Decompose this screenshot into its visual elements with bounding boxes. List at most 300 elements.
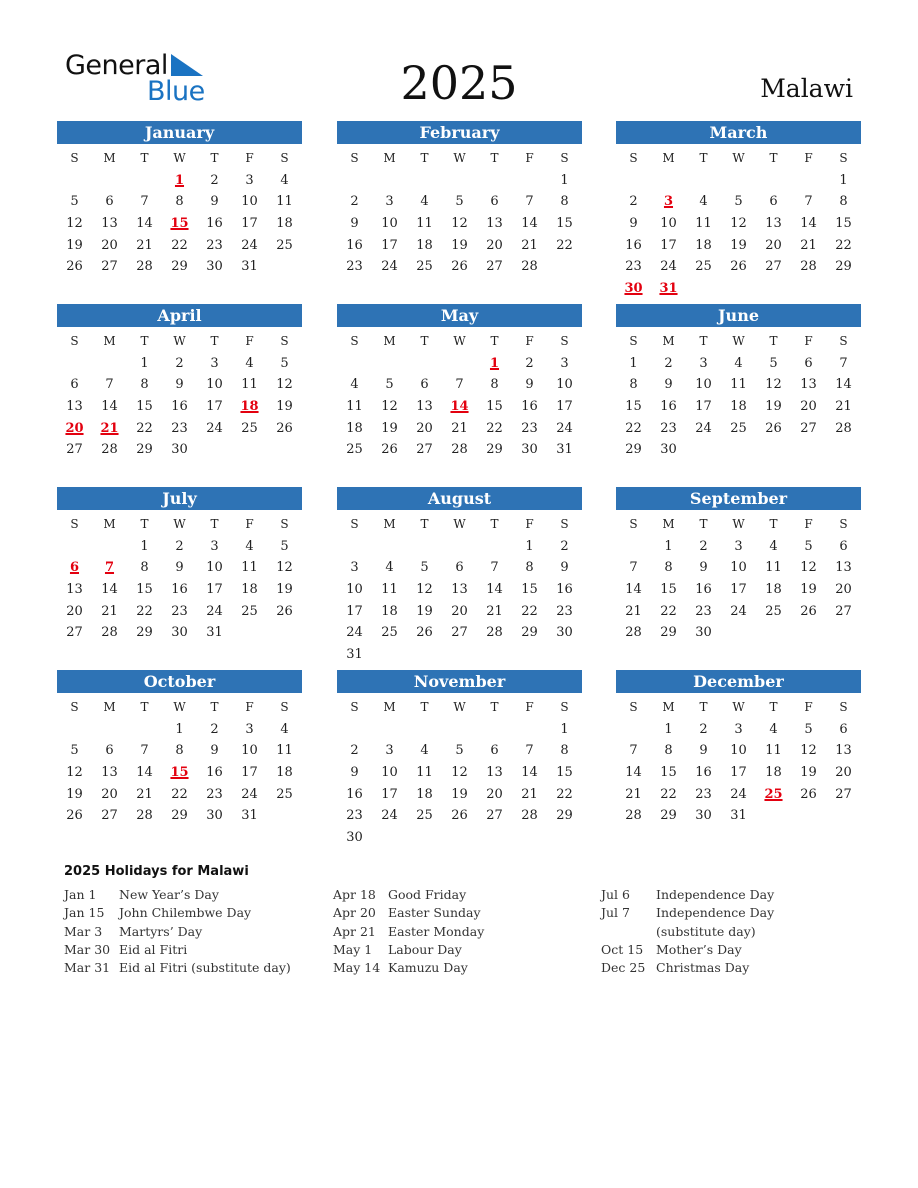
date-cell: 21: [800, 237, 817, 253]
holiday-date: 1: [489, 355, 500, 371]
date-cell: 13: [66, 582, 83, 598]
date-cell: 2: [350, 194, 359, 210]
date-cell: 12: [451, 765, 468, 781]
holiday-name: Eid al Fitri (substitute day): [119, 960, 291, 976]
date-cell: 17: [206, 582, 223, 598]
date-cell: 6: [839, 538, 848, 554]
date-cell: 11: [765, 743, 782, 759]
weekday-label: S: [70, 334, 79, 348]
date-cell: 29: [486, 442, 503, 458]
empty-cell: [372, 170, 407, 192]
date-cell: 20: [835, 582, 852, 598]
holiday-date: 30: [624, 281, 643, 297]
date-cell: 3: [245, 721, 254, 737]
date-cell: 4: [280, 172, 289, 188]
date-cell: 25: [276, 786, 293, 802]
date-cell: 25: [730, 420, 747, 436]
date-cell: 10: [206, 377, 223, 393]
date-cell: 7: [140, 194, 149, 210]
date-cell: 28: [101, 625, 118, 641]
date-cell: 26: [381, 442, 398, 458]
date-cell: 4: [245, 355, 254, 371]
date-cell: 11: [276, 743, 293, 759]
empty-cell: [477, 170, 512, 192]
weekday-label: S: [350, 151, 359, 165]
weekday-label: S: [70, 700, 79, 714]
holiday-name: Easter Sunday: [388, 905, 481, 921]
holiday-date-label: Apr 18: [333, 887, 376, 902]
holiday-date-label: Jul 6: [601, 887, 630, 902]
date-cell: 15: [486, 399, 503, 415]
date-cell: 12: [800, 560, 817, 576]
date-cell: 29: [171, 808, 188, 824]
date-cell: 26: [451, 259, 468, 275]
month-header: February: [337, 121, 582, 144]
weekday-label: M: [383, 334, 396, 348]
date-cell: 18: [381, 603, 398, 619]
date-cell: 29: [660, 625, 677, 641]
date-cell: 27: [765, 259, 782, 275]
weekday-label: S: [629, 151, 638, 165]
date-cell: 15: [556, 765, 573, 781]
date-cell: 11: [276, 194, 293, 210]
weekday-label: W: [173, 700, 186, 714]
date-cell: 17: [381, 786, 398, 802]
date-cell: 5: [280, 355, 289, 371]
date-cell: 27: [66, 442, 83, 458]
empty-cell: [512, 170, 547, 192]
date-cell: 9: [210, 743, 219, 759]
date-cell: 13: [101, 216, 118, 232]
date-cell: 8: [140, 377, 149, 393]
weekday-label: T: [699, 151, 708, 165]
holiday-row: [333, 904, 593, 922]
date-cell: 29: [136, 442, 153, 458]
date-cell: 3: [210, 538, 219, 554]
date-cell: 10: [695, 377, 712, 393]
logo-word-blue: Blue: [147, 76, 205, 107]
date-cell: 30: [695, 808, 712, 824]
date-cell: 8: [664, 743, 673, 759]
month-may: [337, 304, 582, 461]
date-cell: 29: [660, 808, 677, 824]
date-cell: 1: [140, 355, 149, 371]
date-cell: 1: [664, 538, 673, 554]
date-cell: 25: [276, 237, 293, 253]
holiday-row: [601, 959, 841, 977]
date-cell: 17: [241, 216, 258, 232]
date-cell: 9: [699, 560, 708, 576]
date-cell: 16: [625, 237, 642, 253]
date-cell: 10: [241, 194, 258, 210]
empty-cell: [651, 170, 686, 192]
date-cell: 26: [765, 420, 782, 436]
empty-cell: [477, 536, 512, 558]
weekday-label: M: [662, 517, 675, 531]
date-cell: 25: [381, 625, 398, 641]
date-cell: 11: [241, 560, 258, 576]
date-cell: 10: [730, 743, 747, 759]
date-cell: 1: [560, 721, 569, 737]
date-cell: 13: [486, 216, 503, 232]
date-cell: 15: [136, 582, 153, 598]
date-cell: 20: [835, 765, 852, 781]
holiday-row: [601, 886, 841, 904]
month-header: May: [337, 304, 582, 327]
empty-cell: [337, 353, 372, 375]
date-cell: 14: [486, 582, 503, 598]
date-cell: 21: [521, 237, 538, 253]
date-cell: 23: [171, 603, 188, 619]
holiday-name: Christmas Day: [656, 960, 750, 976]
date-cell: 28: [800, 259, 817, 275]
holiday-row: [64, 923, 324, 941]
date-cell: 8: [525, 560, 534, 576]
weekday-label: T: [490, 334, 499, 348]
empty-cell: [477, 719, 512, 741]
date-cell: 3: [385, 194, 394, 210]
holiday-date: 15: [170, 216, 189, 232]
date-cell: 24: [660, 259, 677, 275]
date-cell: 6: [105, 743, 114, 759]
date-cell: 21: [486, 603, 503, 619]
date-cell: 29: [835, 259, 852, 275]
weekday-label: S: [560, 700, 569, 714]
date-cell: 22: [660, 603, 677, 619]
date-cell: 9: [350, 765, 359, 781]
weekday-label: T: [699, 517, 708, 531]
date-cell: 24: [206, 603, 223, 619]
weekday-label: W: [732, 151, 745, 165]
date-cell: 19: [276, 399, 293, 415]
date-cell: 2: [699, 721, 708, 737]
weekday-label: T: [769, 517, 778, 531]
date-cell: 11: [730, 377, 747, 393]
date-cell: 14: [136, 765, 153, 781]
weekday-label: F: [245, 334, 254, 348]
date-cell: 26: [451, 808, 468, 824]
date-cell: 3: [350, 560, 359, 576]
holiday-name: Good Friday: [388, 887, 467, 902]
holiday-date-label: Mar 30: [64, 941, 111, 957]
date-cell: 28: [136, 259, 153, 275]
date-cell: 23: [346, 259, 363, 275]
date-cell: 6: [804, 355, 813, 371]
date-cell: 17: [346, 603, 363, 619]
date-cell: 28: [136, 808, 153, 824]
empty-cell: [127, 170, 162, 192]
date-cell: 6: [70, 377, 79, 393]
date-cell: 20: [486, 237, 503, 253]
weekday-label: W: [453, 517, 466, 531]
date-cell: 15: [660, 765, 677, 781]
date-cell: 17: [730, 765, 747, 781]
date-cell: 1: [525, 538, 534, 554]
weekday-label: S: [350, 517, 359, 531]
holiday-date-label: Jan 15: [64, 905, 105, 921]
weekday-label: F: [245, 517, 254, 531]
empty-cell: [442, 719, 477, 741]
date-cell: 6: [105, 194, 114, 210]
date-cell: 11: [346, 399, 363, 415]
empty-cell: [686, 170, 721, 192]
date-cell: 7: [525, 194, 534, 210]
date-cell: 8: [175, 194, 184, 210]
month-header: July: [57, 487, 302, 510]
date-cell: 11: [765, 560, 782, 576]
date-cell: 14: [136, 216, 153, 232]
date-cell: 1: [629, 355, 638, 371]
date-cell: 30: [171, 625, 188, 641]
month-header: November: [337, 670, 582, 693]
weekday-label: F: [804, 151, 813, 165]
date-cell: 13: [451, 582, 468, 598]
date-cell: 28: [835, 420, 852, 436]
date-cell: 6: [420, 377, 429, 393]
date-cell: 25: [416, 259, 433, 275]
date-cell: 22: [486, 420, 503, 436]
date-cell: 5: [70, 194, 79, 210]
date-cell: 30: [206, 808, 223, 824]
empty-cell: [372, 719, 407, 741]
month-header: April: [57, 304, 302, 327]
weekday-label: W: [732, 700, 745, 714]
date-cell: 25: [241, 603, 258, 619]
empty-cell: [372, 353, 407, 375]
date-cell: 26: [800, 603, 817, 619]
month-header: October: [57, 670, 302, 693]
date-cell: 17: [730, 582, 747, 598]
date-cell: 18: [276, 216, 293, 232]
date-cell: 3: [734, 538, 743, 554]
date-cell: 20: [416, 420, 433, 436]
date-cell: 13: [800, 377, 817, 393]
holiday-row: [333, 941, 593, 959]
holiday-date-label: Dec 25: [601, 960, 646, 976]
holiday-date: 31: [659, 281, 678, 297]
holiday-column: [64, 886, 324, 977]
date-cell: 7: [839, 355, 848, 371]
date-cell: 10: [346, 582, 363, 598]
date-cell: 13: [66, 399, 83, 415]
empty-cell: [372, 536, 407, 558]
date-cell: 17: [556, 399, 573, 415]
month-december: [616, 670, 861, 827]
date-cell: 16: [171, 582, 188, 598]
date-cell: 15: [556, 216, 573, 232]
date-cell: 26: [730, 259, 747, 275]
date-cell: 24: [241, 237, 258, 253]
date-cell: 26: [276, 420, 293, 436]
holiday-name: John Chilembwe Day: [119, 905, 252, 921]
date-cell: 19: [730, 237, 747, 253]
date-cell: 3: [210, 355, 219, 371]
date-cell: 21: [451, 420, 468, 436]
date-cell: 22: [136, 603, 153, 619]
date-cell: 31: [346, 647, 363, 663]
weekday-label: S: [280, 151, 289, 165]
date-cell: 2: [350, 743, 359, 759]
date-cell: 5: [804, 721, 813, 737]
empty-cell: [442, 536, 477, 558]
date-cell: 3: [734, 721, 743, 737]
weekday-label: M: [662, 700, 675, 714]
date-cell: 26: [66, 808, 83, 824]
weekday-label: S: [839, 700, 848, 714]
date-cell: 24: [206, 420, 223, 436]
date-cell: 26: [800, 786, 817, 802]
weekday-label: M: [662, 151, 675, 165]
month-november: [337, 670, 582, 849]
date-cell: 12: [381, 399, 398, 415]
empty-cell: [721, 170, 756, 192]
weekday-label: F: [525, 700, 534, 714]
date-cell: 12: [66, 765, 83, 781]
date-cell: 14: [835, 377, 852, 393]
date-cell: 20: [765, 237, 782, 253]
date-cell: 9: [525, 377, 534, 393]
date-cell: 9: [664, 377, 673, 393]
holiday-row: [333, 886, 593, 904]
weekday-label: S: [629, 334, 638, 348]
holiday-row: [333, 923, 593, 941]
weekday-label: M: [383, 151, 396, 165]
date-cell: 8: [664, 560, 673, 576]
date-cell: 17: [695, 399, 712, 415]
holiday-name: New Year’s Day: [119, 887, 219, 902]
date-cell: 14: [800, 216, 817, 232]
date-cell: 12: [416, 582, 433, 598]
date-cell: 24: [346, 625, 363, 641]
date-cell: 25: [695, 259, 712, 275]
date-cell: 27: [66, 625, 83, 641]
weekday-label: S: [350, 334, 359, 348]
empty-cell: [57, 353, 92, 375]
holiday-date-label: Apr 20: [333, 905, 376, 921]
date-cell: 4: [350, 377, 359, 393]
date-cell: 28: [625, 625, 642, 641]
date-cell: 5: [70, 743, 79, 759]
date-cell: 25: [765, 603, 782, 619]
date-cell: 31: [730, 808, 747, 824]
date-cell: 27: [101, 808, 118, 824]
date-cell: 29: [171, 259, 188, 275]
holiday-date-label: May 14: [333, 960, 381, 976]
date-cell: 5: [385, 377, 394, 393]
date-cell: 18: [241, 582, 258, 598]
weekday-label: F: [525, 517, 534, 531]
date-cell: 19: [765, 399, 782, 415]
weekday-label: T: [490, 517, 499, 531]
date-cell: 22: [171, 786, 188, 802]
empty-cell: [407, 719, 442, 741]
empty-cell: [756, 170, 791, 192]
weekday-label: S: [280, 517, 289, 531]
date-cell: 23: [521, 420, 538, 436]
month-header: January: [57, 121, 302, 144]
date-cell: 11: [695, 216, 712, 232]
holiday-date: 7: [104, 560, 115, 576]
date-cell: 1: [175, 721, 184, 737]
empty-cell: [337, 536, 372, 558]
weekday-label: T: [210, 517, 219, 531]
date-cell: 15: [136, 399, 153, 415]
date-cell: 28: [101, 442, 118, 458]
date-cell: 12: [765, 377, 782, 393]
holiday-list-title: 2025 Holidays for Malawi: [64, 864, 249, 879]
date-cell: 28: [451, 442, 468, 458]
weekday-label: T: [490, 151, 499, 165]
date-cell: 28: [486, 625, 503, 641]
date-cell: 4: [245, 538, 254, 554]
date-cell: 20: [101, 786, 118, 802]
date-cell: 20: [451, 603, 468, 619]
weekday-label: S: [560, 334, 569, 348]
date-cell: 13: [101, 765, 118, 781]
date-cell: 31: [241, 259, 258, 275]
empty-cell: [616, 536, 651, 558]
date-cell: 7: [490, 560, 499, 576]
date-cell: 20: [486, 786, 503, 802]
date-cell: 10: [730, 560, 747, 576]
date-cell: 10: [556, 377, 573, 393]
date-cell: 4: [420, 194, 429, 210]
empty-cell: [407, 536, 442, 558]
date-cell: 31: [556, 442, 573, 458]
weekday-label: M: [103, 334, 116, 348]
date-cell: 27: [486, 259, 503, 275]
date-cell: 16: [346, 786, 363, 802]
date-cell: 12: [730, 216, 747, 232]
date-cell: 23: [556, 603, 573, 619]
empty-cell: [57, 719, 92, 741]
month-march: [616, 121, 861, 300]
holiday-date: 1: [174, 172, 185, 188]
date-cell: 4: [385, 560, 394, 576]
date-cell: 24: [730, 786, 747, 802]
holiday-name: Eid al Fitri: [119, 941, 188, 957]
date-cell: 26: [276, 603, 293, 619]
date-cell: 22: [136, 420, 153, 436]
date-cell: 24: [241, 786, 258, 802]
weekday-label: T: [769, 334, 778, 348]
date-cell: 8: [175, 743, 184, 759]
holiday-row: [333, 959, 593, 977]
holiday-name: Independence Day (substitute day): [656, 905, 775, 939]
date-cell: 22: [521, 603, 538, 619]
date-cell: 19: [451, 237, 468, 253]
date-cell: 30: [521, 442, 538, 458]
date-cell: 9: [350, 216, 359, 232]
date-cell: 28: [625, 808, 642, 824]
date-cell: 13: [486, 765, 503, 781]
date-cell: 9: [629, 216, 638, 232]
date-cell: 29: [625, 442, 642, 458]
empty-cell: [442, 353, 477, 375]
date-cell: 24: [695, 420, 712, 436]
empty-cell: [407, 353, 442, 375]
holiday-row: [601, 941, 841, 959]
date-cell: 13: [765, 216, 782, 232]
holiday-name: Kamuzu Day: [388, 960, 468, 976]
date-cell: 8: [560, 743, 569, 759]
empty-cell: [791, 170, 826, 192]
date-cell: 16: [171, 399, 188, 415]
weekday-label: T: [210, 151, 219, 165]
date-cell: 10: [381, 765, 398, 781]
date-cell: 5: [455, 194, 464, 210]
date-cell: 4: [769, 721, 778, 737]
